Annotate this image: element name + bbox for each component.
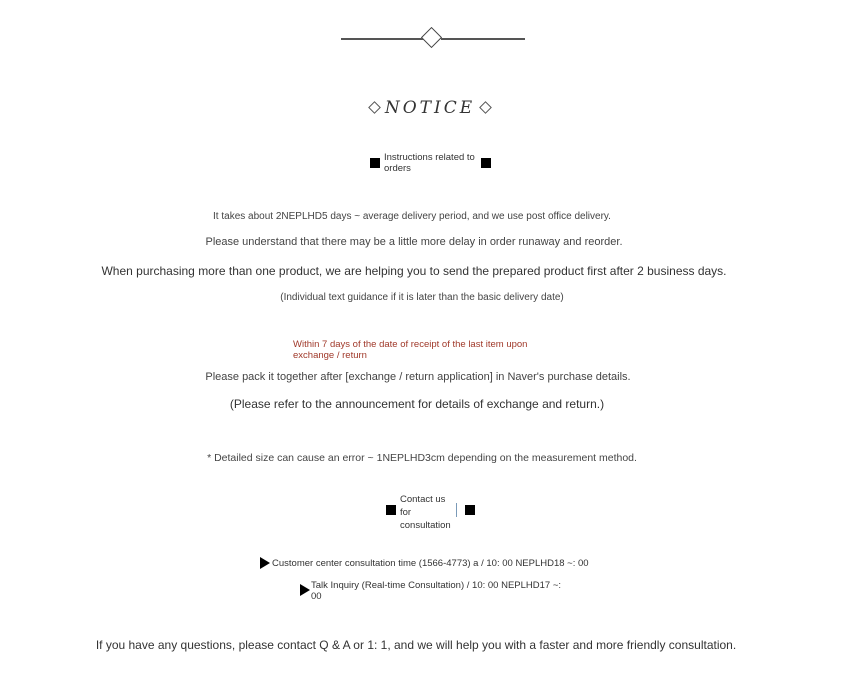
black-square-icon	[465, 505, 475, 515]
exchange-line: Please pack it together after [exchange / return application] in Naver's purchase details.	[205, 371, 631, 383]
exchange-line: (Please refer to the announcement for details of exchange and return.)	[229, 397, 605, 411]
play-triangle-icon	[300, 584, 310, 596]
play-triangle-icon	[260, 557, 270, 569]
black-square-icon	[386, 505, 396, 515]
size-note: * Detailed size can cause an error ~ 1NEPLHD3cm depending on the measurement method.	[207, 452, 637, 464]
contact-line: Talk Inquiry (Real-time Consultation) / 10: 00 NEPLHD17 ~: 00	[311, 580, 562, 602]
order-line: Please understand that there may be a little more delay in order runaway and reorder.	[205, 236, 623, 248]
notice-heading	[0, 98, 860, 118]
orders-section-label: Instructions related to orders	[384, 152, 475, 174]
notice-title: NOTICE	[384, 98, 476, 118]
divider	[456, 503, 457, 517]
footer-text: If you have any questions, please contact Q & A or 1: 1, and we will help you with a faster and more friendly consultation.	[95, 638, 737, 652]
order-line: When purchasing more than one product, we are helping you to send the prepared product first after 2 business days.	[101, 264, 727, 278]
order-line: (Individual text guidance if it is later than the basic delivery date)	[280, 292, 564, 303]
diamond-icon	[479, 101, 492, 114]
order-line: It takes about 2NEPLHD5 days ~ average delivery period, and we use post office delivery.	[213, 211, 611, 222]
diamond-icon	[368, 101, 381, 114]
black-square-icon	[481, 158, 491, 168]
ornament-diamond-icon	[421, 27, 442, 48]
exchange-heading: Within 7 days of the date of receipt of the last item upon exchange / return	[293, 339, 528, 361]
contact-section-label: Contact us for consultation	[400, 494, 451, 531]
ornament-line-right	[441, 38, 525, 40]
ornament-line-left	[341, 38, 424, 40]
black-square-icon	[370, 158, 380, 168]
contact-line: Customer center consultation time (1566-4773) a / 10: 00 NEPLHD18 ~: 00	[272, 558, 589, 569]
